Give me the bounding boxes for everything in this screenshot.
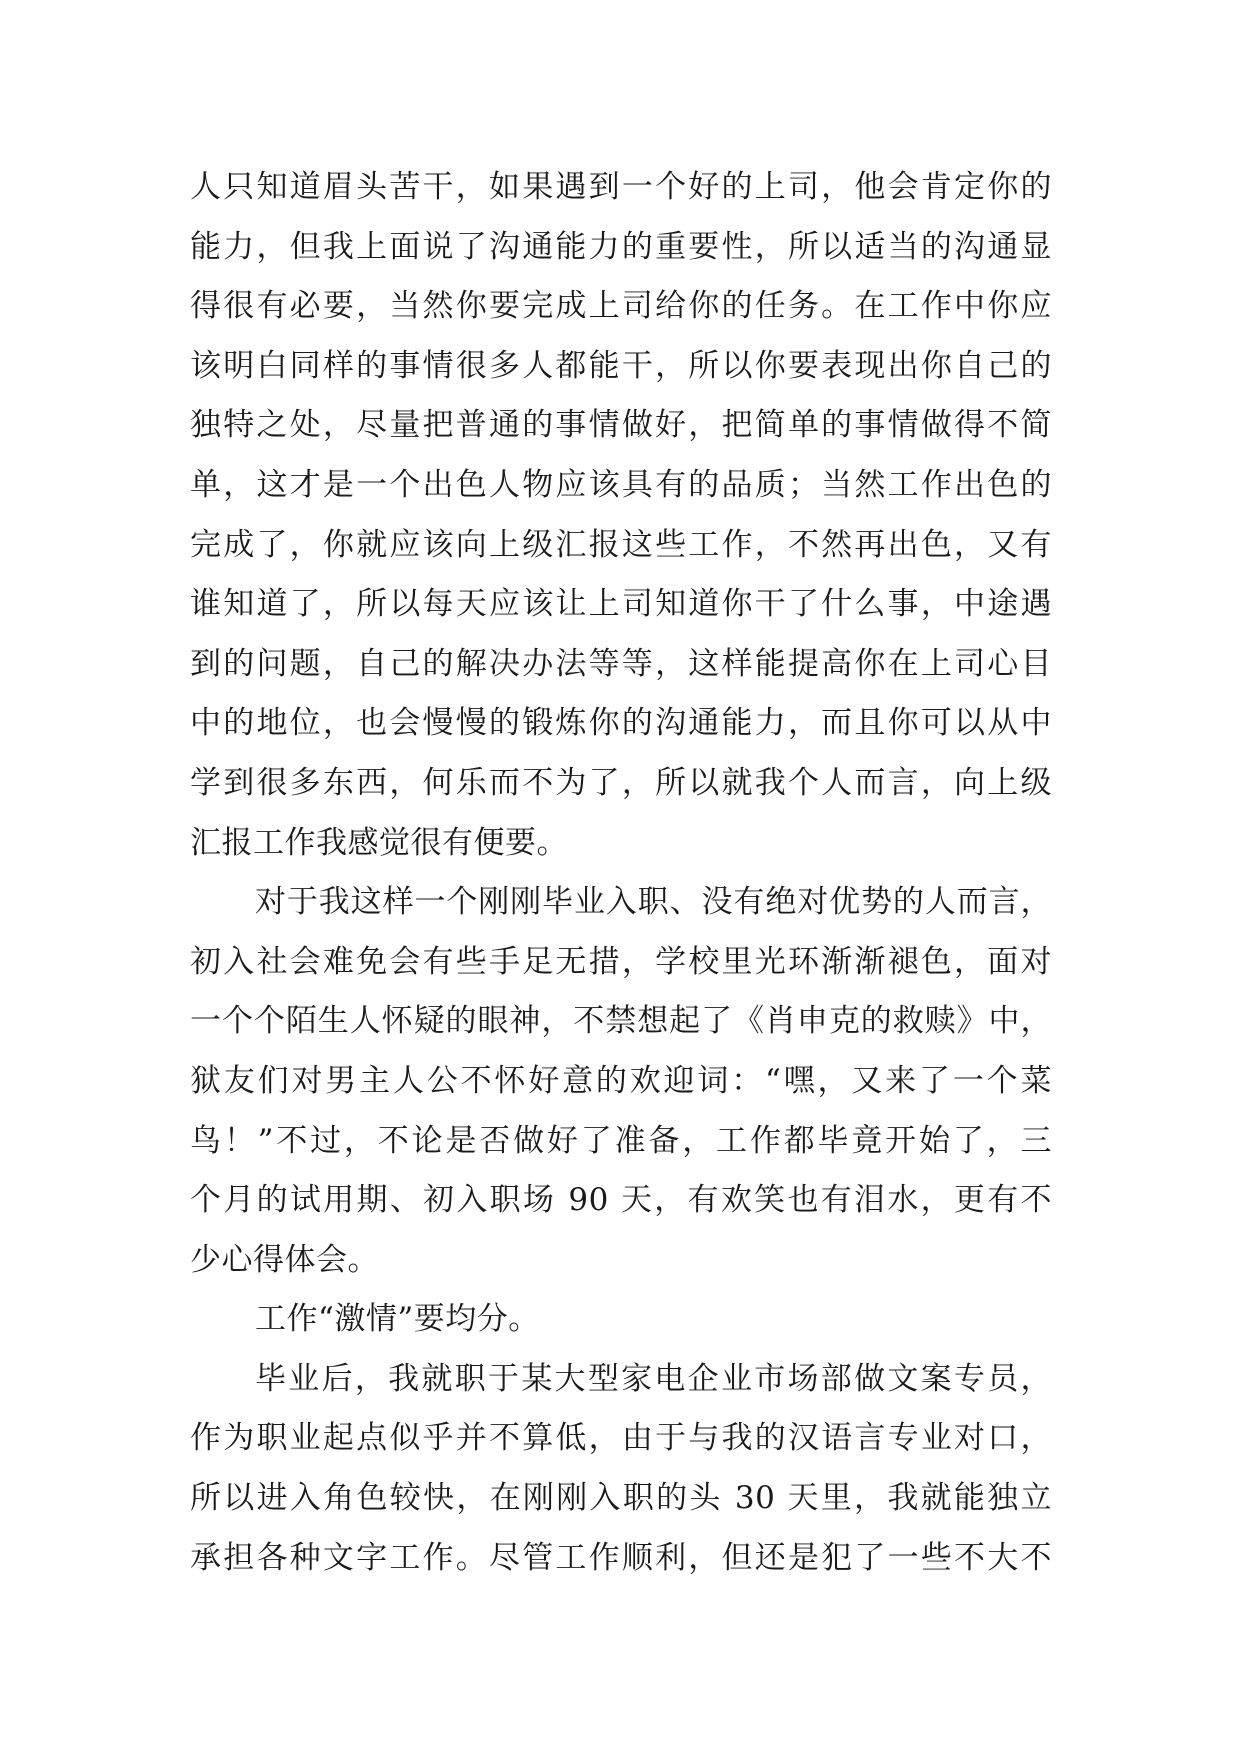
- text-line: 单，这才是一个出色人物应该具有的品质；当然工作出色的: [190, 466, 1052, 503]
- text-line: 能力，但我上面说了沟通能力的重要性，所以适当的沟通显: [190, 228, 1052, 265]
- text-line: 一个个陌生人怀疑的眼神，不禁想起了《肖申克的救赎》中，: [190, 1003, 1052, 1040]
- text-line: 少心得体会。: [190, 1241, 379, 1278]
- text-line: 作为职业起点似乎并不算低，由于与我的汉语言专业对口，: [190, 1420, 1052, 1457]
- text-line: 谁知道了，所以每天应该让上司知道你干了什么事，中途遇: [190, 586, 1052, 623]
- text-line: 承担各种文字工作。尽管工作顺利，但还是犯了一些不大不: [190, 1539, 1052, 1576]
- text-line: 得很有必要，当然你要完成上司给你的任务。在工作中你应: [190, 288, 1052, 325]
- text-line: 初入社会难免会有些手足无措，学校里光环渐渐褪色，面对: [190, 943, 1052, 980]
- text-line: 到的问题，自己的解决办法等等，这样能提高你在上司心目: [190, 645, 1052, 682]
- text-line: 学到很多东西，何乐而不为了，所以就我个人而言，向上级: [190, 764, 1052, 801]
- text-line: 毕业后，我就职于某大型家电企业市场部做文案专员，: [255, 1360, 1052, 1397]
- text-line: 鸟！”不过，不论是否做好了准备，工作都毕竟开始了，三: [190, 1122, 1052, 1159]
- text-line: 人只知道眉头苦干，如果遇到一个好的上司，他会肯定你的: [190, 169, 1052, 205]
- text-line: 汇报工作我感觉很有便要。: [190, 824, 568, 861]
- text-line: 独特之处，尽量把普通的事情做好，把简单的事情做得不简: [190, 407, 1052, 444]
- text-line: 中的地位，也会慢慢的锻炼你的沟通能力，而且你可以从中: [190, 705, 1052, 742]
- text-line: 个月的试用期、初入职场 90 天，有欢笑也有泪水，更有不: [190, 1182, 1052, 1219]
- section-heading: 工作“激情”要均分。: [255, 1301, 540, 1338]
- body-text: [190, 158, 1052, 1588]
- text-line: 完成了，你就应该向上级汇报这些工作，不然再出色，又有: [190, 526, 1052, 563]
- text-line: 所以进入角色较快，在刚刚入职的头 30 天里，我就能独立: [190, 1480, 1052, 1517]
- text-line: 狱友们对男主人公不怀好意的欢迎词：“嘿，又来了一个菜: [190, 1062, 1052, 1099]
- text-line: 对于我这样一个刚刚毕业入职、没有绝对优势的人而言，: [255, 884, 1052, 921]
- text-line: 该明白同样的事情很多人都能干，所以你要表现出你自己的: [190, 347, 1052, 384]
